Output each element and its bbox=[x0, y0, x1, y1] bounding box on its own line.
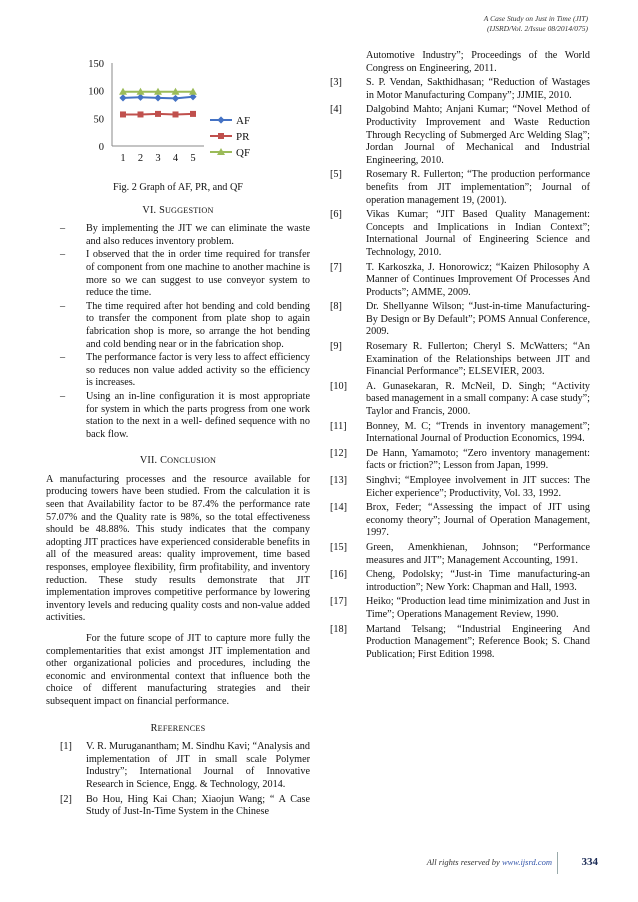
reference-item bbox=[330, 209, 590, 259]
x-tick-label: 3 bbox=[155, 153, 161, 164]
copyright-text: All rights reserved by bbox=[426, 857, 502, 867]
reference-list-left bbox=[46, 741, 310, 819]
reference-text: Bo Hou, Hing Kai Chan; Xiaojun Wang; “ A Case Study of Just-In-Time System in the Chinese bbox=[86, 793, 310, 818]
reference-text: Martand Telsang; “Industrial Engineering And Production Management”; Reference Book; S. Chand Publication; First Edition 1998. bbox=[366, 623, 590, 660]
running-header bbox=[484, 14, 588, 34]
reference-number: [17] bbox=[330, 596, 347, 608]
figure-caption: Fig. 2 Graph of AF, PR, and QF bbox=[113, 182, 243, 193]
legend-marker-pr bbox=[218, 133, 224, 139]
list-item: – By implementing the JIT we can eliminate the waste and also reduces inventory problem. bbox=[86, 223, 310, 248]
data-point-af bbox=[154, 94, 161, 101]
section-title-initial: S bbox=[159, 204, 165, 216]
reference-number: [12] bbox=[330, 447, 347, 459]
reference-item bbox=[330, 542, 590, 567]
reference-item bbox=[330, 596, 590, 621]
y-tick-label: 100 bbox=[88, 86, 104, 98]
reference-text: T. Karkoszka, J. Honorowicz; “Kaizen Philosophy A Manner of Continues Improvement Of Processes And Products”; AMME, 2009. bbox=[366, 261, 590, 298]
x-tick-label: 2 bbox=[137, 153, 144, 164]
reference-text: De Hann, Yamamoto; “Zero inventory management: facts or friction?”; Lesson from Japan, 1999. bbox=[366, 447, 590, 472]
reference-list-right bbox=[330, 50, 590, 661]
conclusion-paragraph: A manufacturing processes and the resource available for producing towers have been studied. From the calculation it is seen that Availability factor to be 87.4% the performance rate 57.07% and the Quality rate is 98%, so the total effectiveness should be 48.88%. This study indicates that the company adopting JIT practices have experienced considerable benefits in all of the measured areas: quality improvement, time based responses, employee flexibility, firm profitability, and inventory reduction. These study results demonstrate that JIT implementation improves competitive performance by lowering inventory levels and reducing quality costs and non-value added activities. bbox=[46, 473, 310, 624]
data-point-pr bbox=[173, 111, 179, 117]
reference-item-continued bbox=[330, 50, 590, 75]
reference-number: [9] bbox=[330, 341, 342, 353]
section-heading-suggestion bbox=[46, 205, 310, 218]
site-link[interactable]: www.ijsrd.com bbox=[501, 857, 552, 867]
reference-text: Cheng, Podolsky; “Just-in Time manufacturing-an introduction”; New York: Chapman and Hall, 1993. bbox=[366, 569, 590, 593]
legend-label-pr: PR bbox=[236, 131, 250, 143]
x-tick-label: 5 bbox=[190, 153, 196, 164]
x-tick-label: 4 bbox=[172, 153, 179, 164]
reference-text: Green, Amenkhienan, Johnson; “Performance measures and JIT”; Management Accounting, 1991. bbox=[366, 541, 590, 566]
y-tick-label: 0 bbox=[98, 142, 104, 153]
section-heading-references bbox=[46, 723, 310, 736]
reference-text: A. Gunasekaran, R. McNeil, D. Singh; “Activity based management in a small company: A case study”; Taylor and Francis, 2000. bbox=[366, 380, 590, 418]
copyright-line bbox=[427, 857, 552, 867]
reference-number: [14] bbox=[330, 502, 347, 514]
list-item: – I observed that the in order time required for transfer of component from one machine to another machine is more so we can suggest to use conveyor system to reduce the time. bbox=[86, 249, 310, 299]
reference-number: [16] bbox=[330, 569, 347, 581]
reference-number: [8] bbox=[330, 301, 342, 313]
data-point-af bbox=[172, 95, 179, 102]
running-header-issue: (IJSRD/Vol. 2/Issue 08/2014/075) bbox=[486, 24, 588, 33]
list-item: – The performance factor is very less to affect efficiency so reduces non value added activity so the efficiency is increases. bbox=[86, 352, 310, 390]
data-point-pr bbox=[190, 111, 196, 117]
reference-text: Dalgobind Mahto; Anjani Kumar; “Novel Method of Productivity Improvement and Waste Reduction Through Recycling of Submerged Arc Welding Slag”; Jordan Journal of Mechanical and Industrial Engineering, 2010. bbox=[366, 104, 590, 166]
reference-text: Dr. Shellyanne Wilson; “Just-in-time Manufacturing- By Design or By Default”; POMS Annual Conference, 2009. bbox=[366, 301, 590, 338]
suggestion-list bbox=[46, 223, 310, 441]
section-title-initial: R bbox=[150, 722, 158, 734]
reference-number: [5] bbox=[330, 169, 342, 181]
reference-number: [4] bbox=[330, 104, 342, 116]
list-item: – Using an in-line configuration it is most appropriate for system in which the parts progress from one work station to the next in a well- defined sequence with no back flow. bbox=[86, 391, 310, 441]
section-title-rest: ONCLUSION bbox=[167, 456, 217, 466]
reference-item bbox=[330, 448, 590, 473]
reference-text: Rosemary R. Fullerton; “The production performance benefits from JIT implementation”; Journal of operation management 19, (2001). bbox=[366, 169, 590, 206]
reference-item bbox=[330, 104, 590, 167]
section-heading-conclusion bbox=[46, 455, 310, 468]
reference-item bbox=[330, 421, 590, 446]
left-column bbox=[46, 50, 310, 821]
reference-text: Rosemary R. Fullerton; Cheryl S. McWatters; “An Examination of the Relationships between JIT and Financial Performance”; ELSEVIER, 2003. bbox=[366, 341, 590, 378]
reference-item bbox=[46, 794, 310, 819]
reference-text: Automotive Industry”; Proceedings of the World Congress on Engineering, 2011. bbox=[366, 50, 590, 74]
reference-item bbox=[330, 77, 590, 102]
reference-number: [6] bbox=[330, 209, 342, 221]
reference-text: Vikas Kumar; “JIT Based Quality Management: Concepts and Implications in Indian Context”; International Journal of Engineering Science and Technology, 2010. bbox=[366, 209, 590, 258]
section-number: VII. bbox=[139, 455, 158, 467]
section-title-rest: EFERENCES bbox=[157, 723, 206, 733]
reference-number: [7] bbox=[330, 261, 342, 273]
reference-text: Heiko; “Production lead time minimization and Just in Time”; Operations Management Review, 1990. bbox=[366, 596, 590, 620]
reference-text: Brox, Feder; “Assessing the impact of JIT using economy theory”; Journal of Operation Management, 1997. bbox=[366, 502, 590, 539]
y-tick-label: 150 bbox=[88, 59, 104, 70]
reference-item bbox=[330, 301, 590, 339]
reference-number: [11] bbox=[330, 420, 347, 432]
future-scope-paragraph: For the future scope of JIT to capture more fully the complementarities that exist amongst JIT implementation and other organizational policies and procedures, including the economic and environmental context that influence both the choice of different manufacturing strategies and their subsequent impact on financial performance. bbox=[46, 633, 310, 707]
data-point-af bbox=[119, 94, 126, 101]
section-title-initial: C bbox=[160, 455, 168, 467]
reference-number: [1] bbox=[60, 741, 72, 753]
data-point-pr bbox=[155, 111, 161, 117]
reference-number: [2] bbox=[60, 793, 72, 805]
data-point-pr bbox=[138, 111, 144, 117]
reference-item bbox=[330, 475, 590, 500]
reference-item bbox=[330, 262, 590, 300]
reference-number: [15] bbox=[330, 541, 347, 553]
reference-item bbox=[330, 341, 590, 379]
reference-text: S. P. Vendan, Sakthidhasan; “Reduction of Wastages in Motor Manufacturing Company”; JJMIE, 2010. bbox=[366, 77, 590, 101]
figure-2-chart bbox=[46, 50, 310, 180]
legend-label-af: AF bbox=[236, 115, 251, 127]
reference-item bbox=[330, 381, 590, 419]
list-item: – The time required after hot bending and cold bending to transfer the component from plate shop to again fabrication shop is more, so arrange the hot bending and cold bending near or in the fabrication shop. bbox=[86, 301, 310, 351]
reference-text: V. R. Muruganantham; M. Sindhu Kavi; “Analysis and implementation of JIT in small scale Polymer Industry”; International Journal of Innovative Research in Science, Engg. & Technology, 2014. bbox=[86, 741, 310, 790]
line-chart-svg bbox=[46, 50, 310, 180]
y-tick-label: 50 bbox=[93, 114, 104, 126]
reference-number: [10] bbox=[330, 380, 347, 392]
reference-item bbox=[330, 502, 590, 540]
section-number: VI. bbox=[142, 204, 157, 216]
page-footer bbox=[380, 852, 602, 874]
running-header-title: A Case Study on Just in Time (JIT) bbox=[483, 14, 588, 23]
page-number: 334 bbox=[581, 856, 598, 868]
reference-item bbox=[330, 569, 590, 594]
reference-number: [18] bbox=[330, 623, 347, 635]
data-point-af bbox=[137, 94, 144, 101]
data-point-pr bbox=[120, 111, 126, 117]
footer-divider bbox=[557, 852, 558, 874]
legend-marker-af bbox=[217, 116, 224, 123]
legend-label-qf: QF bbox=[236, 147, 251, 159]
x-tick-label: 1 bbox=[120, 153, 126, 164]
right-column bbox=[330, 50, 590, 663]
reference-item bbox=[330, 169, 590, 207]
reference-item bbox=[330, 624, 590, 662]
reference-text: Bonney, M. C; “Trends in inventory management”; International Journal of Production Economics, 1994. bbox=[366, 420, 590, 445]
section-title-rest: UGGESTION bbox=[164, 205, 214, 215]
reference-number: [13] bbox=[330, 475, 347, 486]
reference-number: [3] bbox=[330, 77, 342, 89]
reference-item bbox=[46, 741, 310, 791]
reference-text: Singhvi; “Employee involvement in JIT succes: The Eicher experience”; Productivity, Vol. 33, 1992. bbox=[366, 475, 590, 499]
